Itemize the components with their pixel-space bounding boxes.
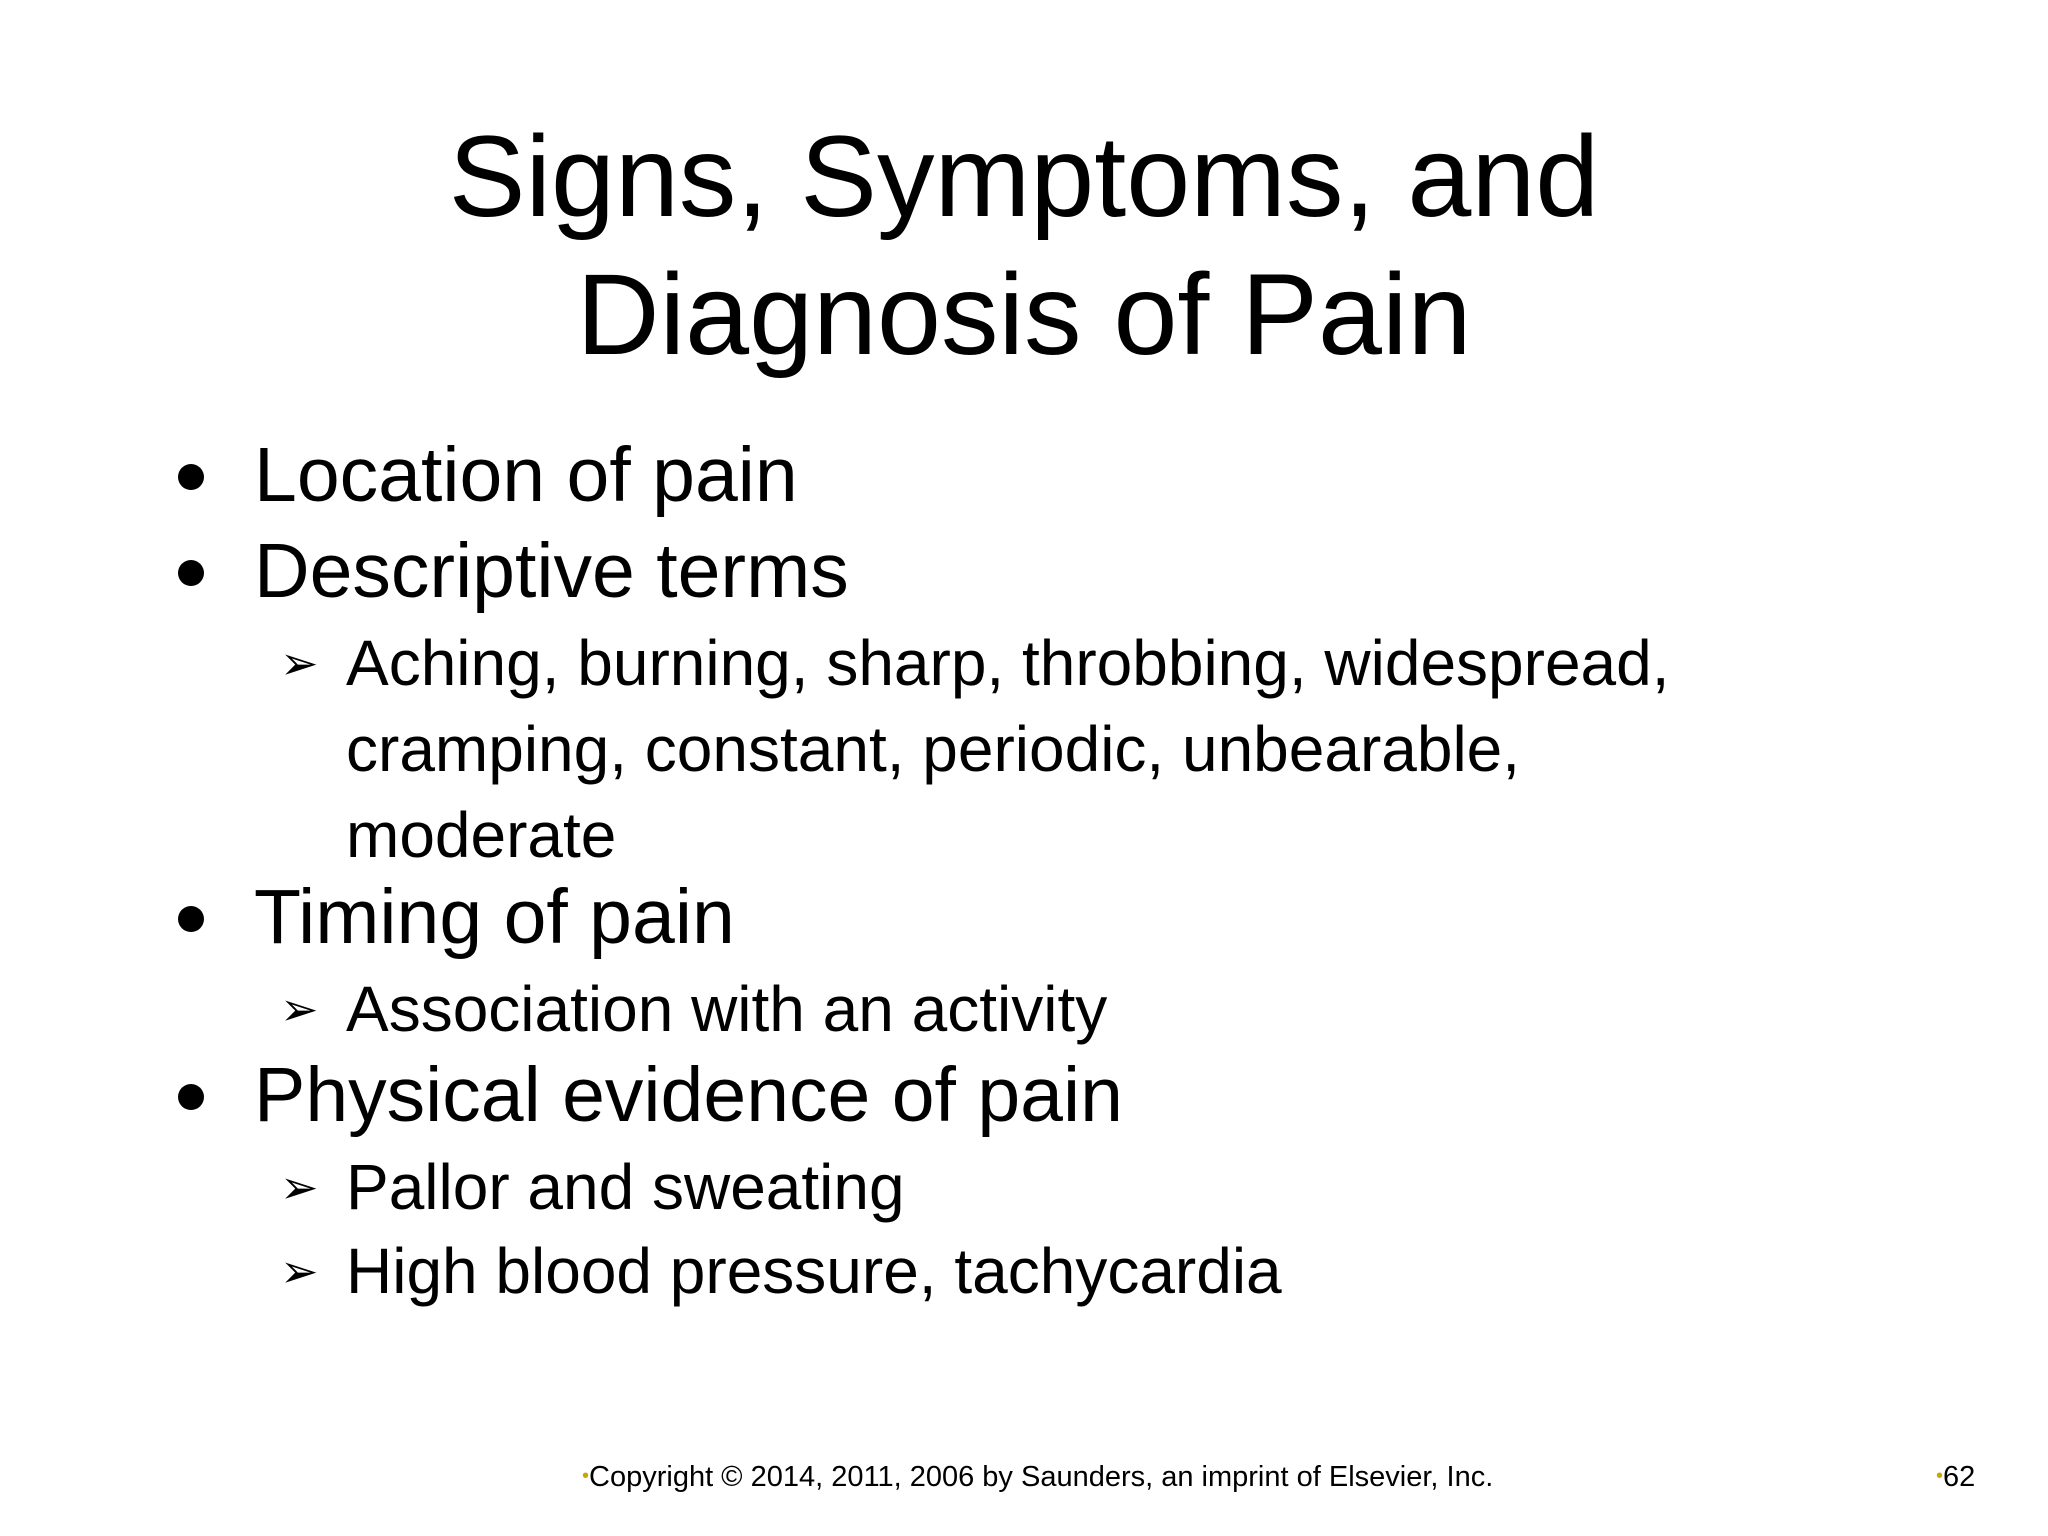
- title-line-2: Diagnosis of Pain: [576, 251, 1472, 379]
- arrowhead-icon: ➢: [280, 636, 319, 690]
- arrowhead-icon: ➢: [280, 1160, 319, 1214]
- sub-bullet-text: Pallor and sweating: [346, 1151, 905, 1223]
- sub-bullet-line: moderate: [346, 799, 617, 871]
- sub-bullet-text: [346, 620, 1670, 878]
- sub-bullet-line: cramping, constant, periodic, unbearable,: [346, 713, 1521, 785]
- arrowhead-icon: ➢: [280, 982, 319, 1036]
- sub-bullet-line: Aching, burning, sharp, throbbing, widespread,: [346, 627, 1670, 699]
- arrowhead-icon: ➢: [280, 1244, 319, 1298]
- bullet-dot-icon: [178, 1084, 204, 1110]
- copyright-notice: [582, 1458, 1493, 1495]
- page-number: [1936, 1458, 1975, 1495]
- bullet-dot-icon: [178, 560, 204, 586]
- bullet-text: Descriptive terms: [254, 528, 849, 614]
- footer-bullet-icon: •: [1936, 1465, 1944, 1487]
- bullet-text: Location of pain: [254, 432, 798, 518]
- bullet-text: Timing of pain: [254, 874, 735, 960]
- bullet-dot-icon: [178, 906, 204, 932]
- footer-bullet-icon: •: [582, 1465, 590, 1487]
- title-line-1: Signs, Symptoms, and: [448, 113, 1600, 241]
- sub-bullet-text: Association with an activity: [346, 973, 1108, 1045]
- slide-title: [0, 108, 2048, 384]
- sub-bullet-text: High blood pressure, tachycardia: [346, 1235, 1282, 1307]
- page-number-text: 62: [1943, 1461, 1976, 1493]
- bullet-dot-icon: [178, 464, 204, 490]
- bullet-text: Physical evidence of pain: [254, 1052, 1123, 1138]
- copyright-text: Copyright © 2014, 2011, 2006 by Saunders, an imprint of Elsevier, Inc.: [589, 1461, 1494, 1493]
